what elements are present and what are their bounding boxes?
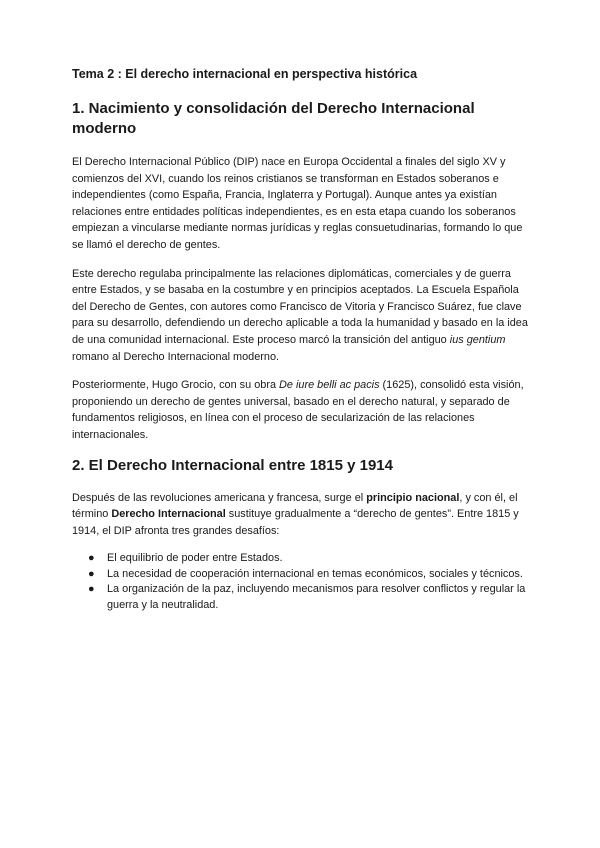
paragraph-text: (1625), consolidó esta visión, proponiendo un derecho de gentes universal, basado en el derecho natural, y separado de fundamentos religiosos, en línea con el proceso de secularización de las relaciones internacionales. <box>72 379 524 441</box>
section-2-paragraph-1 <box>72 490 532 540</box>
paragraph-text: Este derecho regulaba principalmente las relaciones diplomáticas, comerciales y de guerra entre Estados, y se basaba en la costumbre y en principios aceptados. La Escuela Española del Derecho de Gentes, con autores como Francisco de Vitoria y Francisco Suárez, fue clave para su desarrollo, defendiendo un derecho aplicable a toda la humanidad y basado en la idea de una comunidad internacional. Este proceso marcó la transición del antiguo <box>72 267 528 346</box>
list-item-text: La organización de la paz, incluyendo mecanismos para resolver conflictos y regular la guerra y la neutralidad. <box>107 583 526 612</box>
paragraph-text: Después de las revoluciones americana y francesa, surge el <box>72 491 367 504</box>
italic-work-title: De iure belli ac pacis <box>279 379 380 392</box>
challenges-list <box>72 551 532 613</box>
section-2-heading: 2. El Derecho Internacional entre 1815 y 1914 <box>72 456 393 474</box>
list-item <box>72 582 532 613</box>
list-item <box>72 567 532 583</box>
list-item-text: El equilibrio de poder entre Estados. <box>107 552 283 565</box>
document-title: Tema 2 : El derecho internacional en perspectiva histórica <box>72 67 418 81</box>
list-item <box>72 551 532 567</box>
paragraph-text: , y con él, el término <box>72 491 518 521</box>
italic-term: ius gentium <box>449 333 506 346</box>
paragraph-text: romano al Derecho Internacional moderno. <box>72 350 280 363</box>
bullet-icon: ● <box>88 567 95 580</box>
section-1-paragraph-2 <box>72 266 532 366</box>
paragraph-text: Posteriormente, Hugo Grocio, con su obra <box>72 379 280 392</box>
paragraph-text: sustituye gradualmente a “derecho de gentes”. Entre 1815 y 1914, el DIP afronta tres grandes desafíos: <box>72 508 519 537</box>
section-1-paragraph-1: El Derecho Internacional Público (DIP) nace en Europa Occidental a finales del siglo XV y comienzos del XVI, cuando los reinos cristianos se transforman en Estados soberanos e independientes (como España, Francia, Inglaterra y Portugal). Aunque antes ya existían relaciones entre entidades políticas independientes, es en esta etapa cuando los soberanos empiezan a vincularse mediante normas jurídicas y reglas consuetudinarias, formando lo que se llamó el derecho de gentes. <box>72 156 523 251</box>
bold-term: principio nacional <box>366 491 460 504</box>
section-1-paragraph-3 <box>72 377 532 443</box>
list-item-text: La necesidad de cooperación internacional en temas económicos, sociales y técnicos. <box>107 567 523 580</box>
section-1-heading: 1. Nacimiento y consolidación del Derecho Internacional moderno <box>72 100 475 137</box>
bullet-icon: ● <box>88 552 95 565</box>
bold-term: Derecho Internacional <box>111 508 226 521</box>
bullet-icon: ● <box>88 583 95 596</box>
